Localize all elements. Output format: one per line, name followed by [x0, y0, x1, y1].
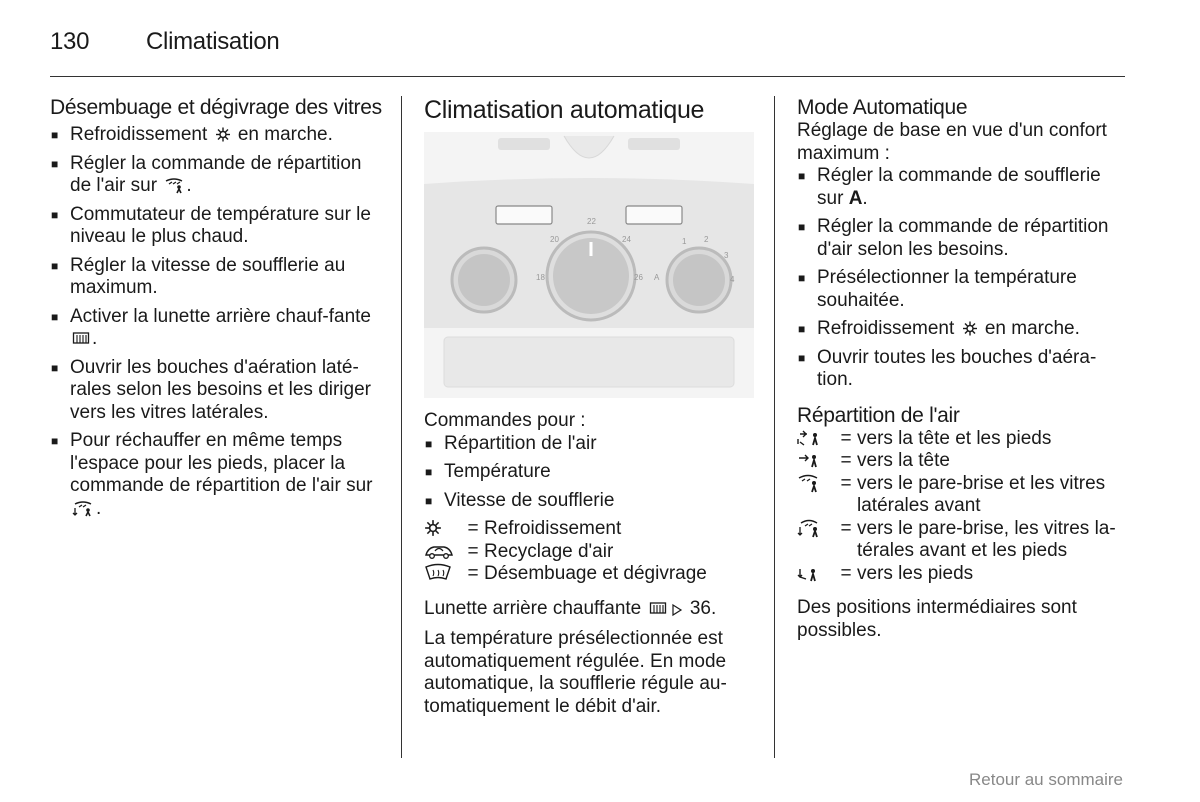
list-item: ■ Régler la vitesse de soufflerie au maximum.	[50, 255, 382, 300]
rear-window-ref: Lunette arrière chauffante 36.	[424, 597, 717, 619]
back-to-contents-link[interactable]: Retour au sommaire	[968, 770, 1123, 789]
chapter-title: Climatisation	[146, 28, 280, 55]
defrost-steps	[50, 124, 382, 520]
list-item: ■ Régler la commande de répartition de l'air sur .	[50, 153, 382, 198]
list-item: ■ Présélectionner la température souhaitée.	[797, 267, 1129, 312]
controls-intro: Commandes pour :	[424, 410, 586, 431]
legend-label: vers la tête	[857, 450, 950, 471]
legend-label: Recyclage d'air	[484, 540, 614, 562]
column-auto-climate	[424, 96, 754, 718]
dial-label: 20	[550, 235, 559, 244]
page-header	[50, 22, 1125, 77]
recirculation-icon	[424, 541, 454, 561]
rear-window-heating-icon	[649, 601, 667, 617]
dial-label: 26	[634, 273, 643, 282]
list-item: ■ Commutateur de température sur le niveau le plus chaud.	[50, 204, 382, 249]
intermediate-positions-note: Des positions intermédiaires sont possibles.	[797, 597, 1077, 641]
dial-label: 1	[682, 237, 687, 246]
head-feet-icon	[797, 428, 821, 448]
dial-label: 3	[724, 251, 729, 260]
legend-label: vers les pieds	[857, 562, 974, 584]
legend-label: vers la tête et les pieds	[857, 427, 1052, 449]
page-number: 130	[50, 28, 90, 55]
dial-label: 4	[730, 275, 735, 284]
list-item: ■ Régler la commande de répartition d'air selon les besoins.	[797, 216, 1129, 261]
auto-regulation-text: La température présélectionnée est automatiquement régulée. En mode automatique, la soufflerie régule au-tomatiquement le débit d'air.	[424, 628, 727, 717]
column-auto-mode	[797, 96, 1129, 642]
column-divider	[401, 96, 402, 758]
controls-list	[424, 433, 754, 513]
list-item: ■ Pour réchauffer en même temps l'espace pour les pieds, placer la commande de répartition de l'air sur .	[50, 430, 382, 520]
section-heading-defrost: Désembuage et dégivrage des vitres	[50, 96, 382, 119]
dial-label: 24	[622, 235, 631, 244]
dial-label: 18	[536, 273, 545, 282]
list-item: ■ Répartition de l'air	[424, 433, 754, 456]
rear-window-heating-icon	[72, 331, 90, 347]
legend-label: Refroidissement	[484, 518, 622, 539]
air-distribution-legend: = vers la tête et les pieds = vers la tête = vers le pare-brise et les vitres latérales avant = vers le pare-brise, les vitres la-térales avant et les pieds = vers les pieds	[797, 428, 1129, 586]
list-item: ■ Activer la lunette arrière chauf-fante .	[50, 306, 382, 351]
list-item: ■ Température	[424, 461, 754, 484]
legend-label: vers le pare-brise, les vitres la-térales avant et les pieds	[857, 517, 1116, 561]
dial-label: 22	[587, 217, 596, 226]
column-divider	[774, 96, 775, 758]
snowflake-icon	[962, 320, 978, 337]
list-item: ■ Refroidissement en marche.	[797, 318, 1129, 341]
list-item: ■ Ouvrir les bouches d'aération laté-rales selon les besoins et les diriger vers les vitres latérales.	[50, 357, 382, 425]
symbol-legend: = Refroidissement = Recyclage d'air = Désembuage et dégivrage	[424, 518, 754, 586]
column-defrost	[50, 96, 382, 526]
snowflake-icon	[215, 126, 231, 143]
page-reference-arrow-icon	[671, 603, 683, 617]
section-heading-distribution: Répartition de l'air	[797, 403, 960, 427]
list-item: ■ Vitesse de soufflerie	[424, 490, 754, 513]
legend-label: Désembuage et dégivrage	[484, 563, 707, 584]
windscreen-icon	[797, 473, 821, 493]
dial-label: A	[654, 273, 660, 282]
windscreen-defrost-icon	[424, 563, 452, 583]
feet-icon	[797, 563, 821, 583]
control-panel-illustration	[424, 132, 754, 398]
windscreen-icon	[164, 177, 184, 194]
list-item: ■ Ouvrir toutes les bouches d'aéra-tion.	[797, 347, 1129, 392]
page-reference[interactable]: 36.	[689, 597, 717, 619]
auto-mode-steps	[797, 165, 1129, 392]
head-icon	[797, 450, 821, 470]
list-item: ■ Régler la commande de soufflerie sur A.	[797, 165, 1129, 210]
snowflake-icon	[424, 518, 442, 538]
auto-mode-intro: Réglage de base en vue d'un confort maximum :	[797, 120, 1107, 164]
dial-label: 2	[704, 235, 709, 244]
windscreen-feet-icon	[72, 500, 94, 517]
legend-label: vers le pare-brise et les vitres latérales avant	[857, 472, 1106, 516]
section-heading-auto-mode: Mode Automatique	[797, 96, 968, 119]
windscreen-feet-icon	[797, 518, 821, 538]
section-heading-auto: Climatisation automatique	[424, 96, 705, 124]
list-item: ■ Refroidissement en marche.	[50, 124, 382, 147]
control-panel-figure	[424, 132, 754, 398]
